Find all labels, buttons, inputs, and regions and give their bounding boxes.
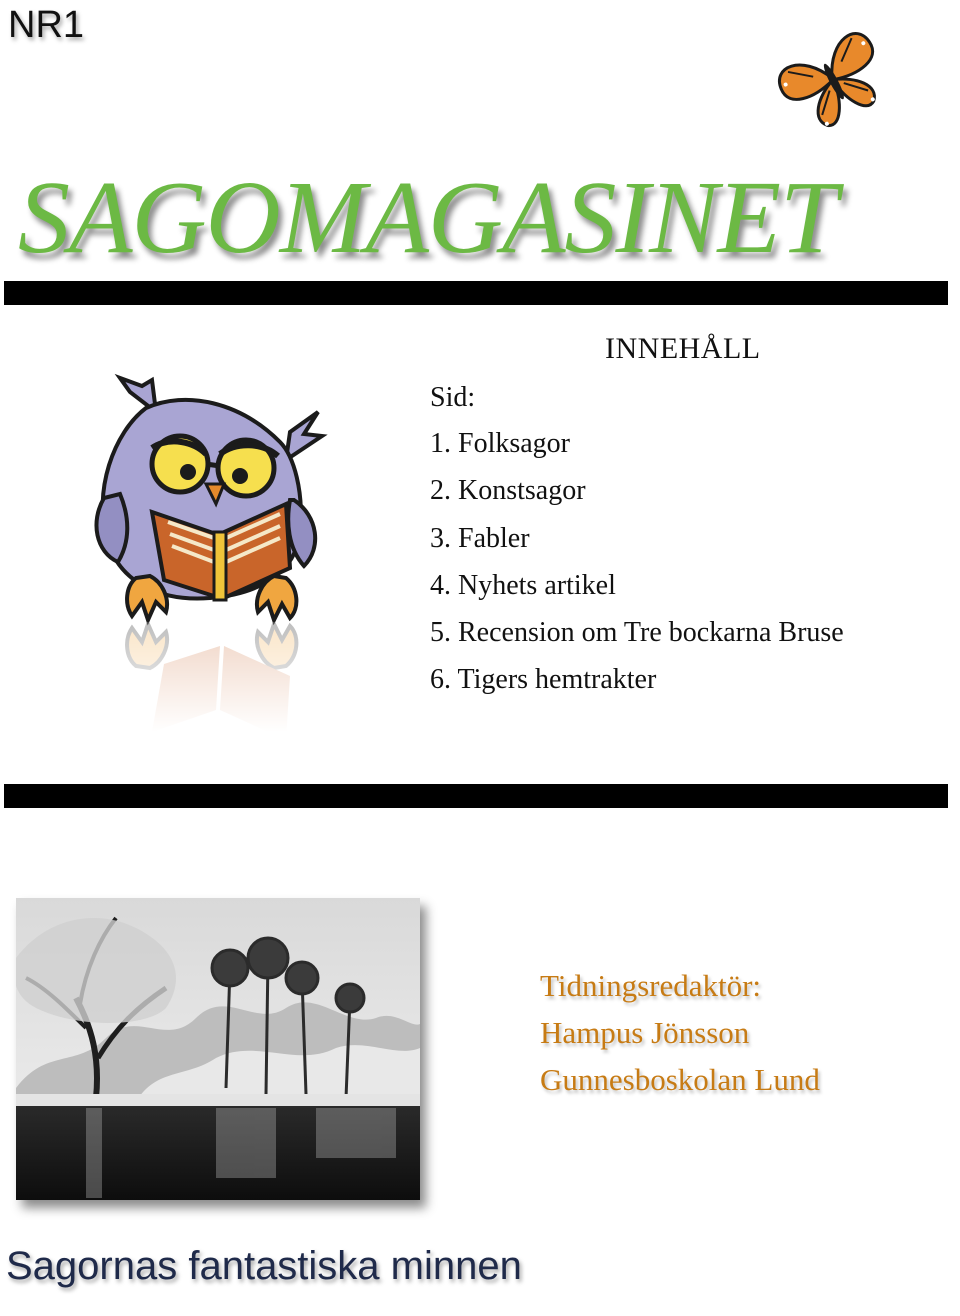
butterfly-icon: [776, 22, 888, 134]
contents-item-3: 3. Fabler: [430, 522, 530, 554]
tagline: Sagornas fantastiska minnen: [6, 1244, 522, 1288]
editor-school: Gunnesboskolan Lund: [540, 1062, 820, 1097]
owl-reading-illustration: [90, 372, 350, 732]
contents-list: [430, 428, 844, 712]
contents-item-6: 6. Tigers hemtrakter: [430, 664, 657, 696]
bottom-divider-bar: [4, 784, 948, 808]
contents-item-4: 4. Nyhets artikel: [430, 569, 616, 601]
contents-item-5: 5. Recension om Tre bockarna Bruse: [430, 617, 844, 649]
magazine-title: SAGOMAGASINET: [18, 160, 837, 275]
landscape-photo: [16, 898, 420, 1200]
issue-number: NR1: [8, 4, 85, 46]
contents-item-1: 1. Folksagor: [430, 428, 570, 459]
editor-name: Hampus Jönsson: [540, 1015, 750, 1050]
editor-role: Tidningsredaktör:: [540, 968, 762, 1003]
top-divider-bar: [4, 281, 948, 305]
contents-page-label: Sid:: [430, 382, 476, 413]
contents-item-2: 2. Konstsagor: [430, 475, 586, 507]
contents-heading: INNEHÅLL: [605, 332, 761, 365]
editor-credits: [540, 968, 820, 1109]
